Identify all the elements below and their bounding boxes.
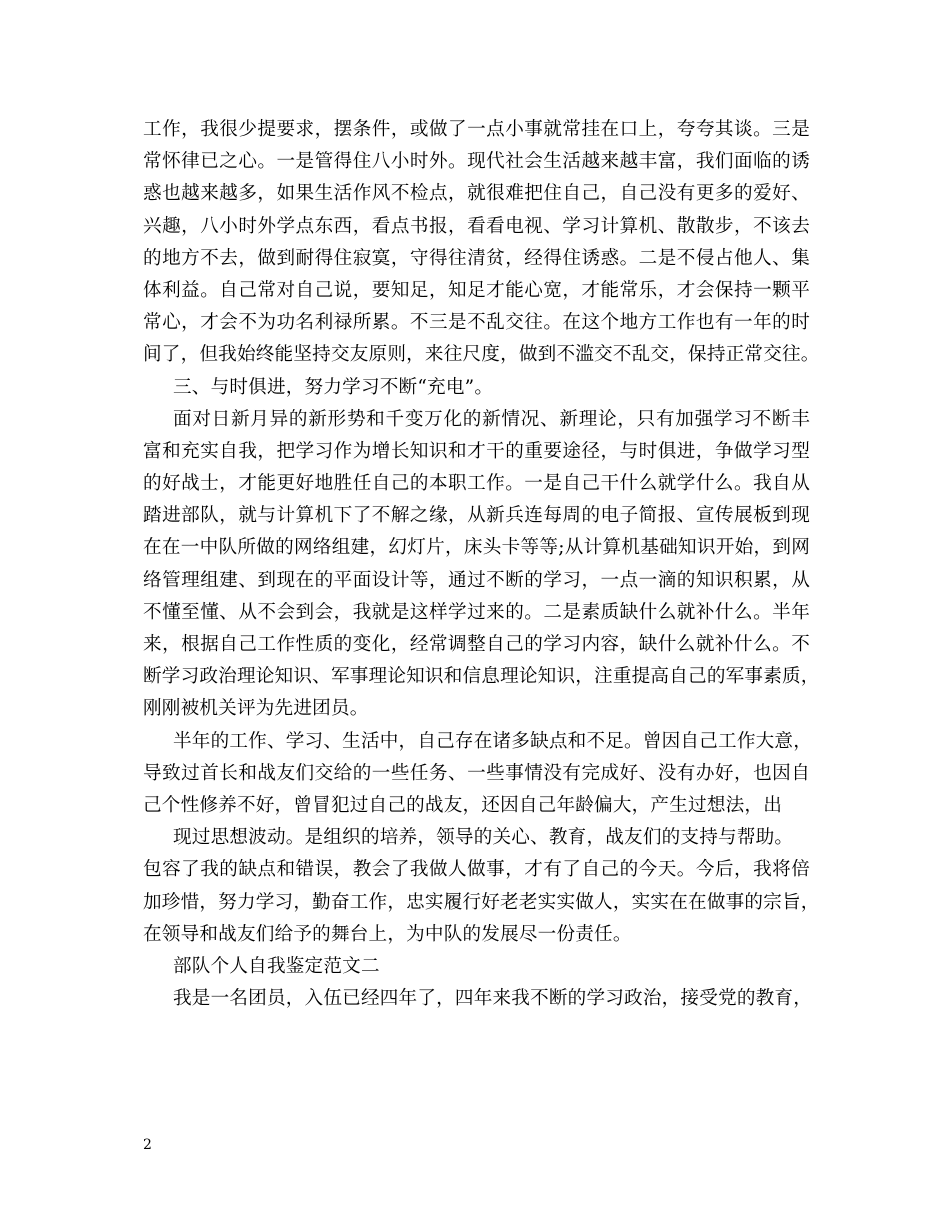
text-line: 己个性修养不好，曾冒犯过自己的战友，还因自己年龄偏大，产生过想法，出 (143, 794, 782, 816)
body-text (143, 114, 820, 1015)
text-line: 刚刚被机关评为先进团员。 (143, 698, 369, 720)
text-line: 富和充实自我，把学习作为增长知识和才干的重要途径，与时俱进，争做学习型 (143, 440, 810, 462)
text-line: 体利益。自己常对自己说，要知足，知足才能心宽，才能常乐，才会保持一颗平 (143, 279, 810, 301)
text-line: 半年的工作、学习、生活中，自己存在诸多缺点和不足。曾因自己工作大意， (173, 730, 812, 752)
section-heading: 部队个人自我鉴定范文二 (173, 955, 380, 977)
text-line: 在在一中队所做的网络组建，幻灯片，床头卡等等;从计算机基础知识开始，到网 (143, 537, 810, 559)
text-line: 不懂至懂、从不会到会，我就是这样学过来的。二是素质缺什么就补什么。半年 (143, 601, 810, 623)
text-line: 我是一名团员，入伍已经四年了，四年来我不断的学习政治，接受党的教育， (173, 988, 812, 1010)
text-line: 导致过首长和战友们交给的一些任务、一些事情没有完成好、没有办好，也因自 (143, 762, 810, 784)
text-line: 兴趣，八小时外学点东西，看点书报，看看电视、学习计算机、散散步，不该去 (143, 215, 810, 237)
text-line: 在领导和战友们给予的舞台上，为中队的发展尽一份责任。 (143, 923, 632, 945)
text-line: 常怀律已之心。一是管得住八小时外。现代社会生活越来越丰富，我们面临的诱 (143, 151, 810, 173)
text-line: 间了，但我始终能坚持交友原则，来往尺度，做到不滥交不乱交，保持正常交往。 (143, 344, 820, 366)
text-line: 来，根据自己工作性质的变化，经常调整自己的学习内容，缺什么就补什么。不 (143, 634, 810, 655)
text-line: 断学习政治理论知识、军事理论知识和信息理论知识，注重提高自己的军事素质， (143, 666, 820, 688)
text-line: 的好战士，才能更好地胜任自己的本职工作。一是自己干什么就学什么。我自从 (143, 473, 810, 495)
text-line: 现过思想波动。是组织的培养，领导的关心、教育，战友们的支持与帮助。 (173, 827, 794, 849)
text-line: 工作，我很少提要求，摆条件，或做了一点小事就常挂在口上，夸夸其谈。三是 (143, 119, 810, 140)
section-heading: 三、与时俱进，努力学习不断“充电”。 (173, 376, 494, 398)
text-line: 包容了我的缺点和错误，教会了我做人做事，才有了自己的今天。今后，我将倍 (143, 859, 810, 881)
page-number: 2 (143, 1137, 152, 1153)
text-line: 踏进部队，就与计算机下了不解之缘，从新兵连每周的电子简报、宣传展板到现 (143, 505, 810, 527)
text-line: 惑也越来越多，如果生活作风不检点，就很难把住自己，自己没有更多的爱好、 (143, 183, 810, 205)
text-line: 面对日新月异的新形势和千变万化的新情况、新理论，只有加强学习不断丰 (173, 408, 810, 430)
text-line: 常心，才会不为功名利禄所累。不三是不乱交往。在这个地方工作也有一年的时 (143, 312, 810, 334)
text-line: 加珍惜，努力学习，勤奋工作，忠实履行好老老实实做人，实实在在做事的宗旨， (143, 891, 820, 913)
text-line: 的地方不去，做到耐得住寂寞，守得往清贫，经得住诱惑。二是不侵占他人、集 (143, 247, 810, 269)
text-line: 络管理组建、到现在的平面设计等，通过不断的学习，一点一滴的知识积累，从 (143, 569, 810, 591)
